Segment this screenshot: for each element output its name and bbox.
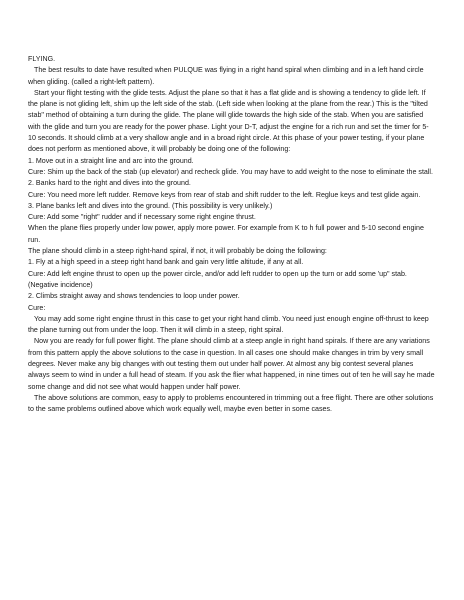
high-power-cure-1: Cure: Add left engine thrust to open up the power circle, and/or add left rudder to open up the turn or add some 'up" stab. (Negative incidence): [28, 269, 407, 289]
low-power-cure-3: Cure: Add some "right" rudder and if necessary some right engine thrust.: [28, 213, 256, 222]
paragraph-full-power: Now you are ready for full power flight. The plane should climb at a steep angle in right hand spirals. If there are any variations from this pattern apply the above solutions to the case in question. In all cases one should make changes in trim by very small degrees. Never make any big changes with out testing them out under half power. At almost any big contest several planes always seem to wind in under a full head of steam. If you ask the flier what happened, in nine times out of ten he will say he made some change and did not see what would happen under half power.: [28, 337, 435, 391]
low-power-problem-1: 1. Move out in a straight line and arc into the ground.: [28, 156, 194, 165]
low-power-problem-3: 3. Plane banks left and dives into the ground. (This possibility is very unlikely.): [28, 201, 273, 210]
high-power-problem-2: 2. Climbs straight away and shows tendencies to loop under power.: [28, 292, 240, 301]
section-heading: FLYING.: [28, 55, 56, 63]
paragraph-glide-tests: Start your flight testing with the glide tests. Adjust the plane so that it has a flat glide and is showing a tendency to glide left. If the plane is not gliding left, shim up the left side of the stab. (Left side when looking at the plane from the rear.) This is the "tilted stab" method of obtaining a turn during the glide. The plane will glide towards the high side of the stab. When you are satisfied with the glide and turn you are ready for the power phase. Light your D-T, adjust the engine for a rich run and set the timer for 5-10 seconds. It should climb at a very shallow angle and in a broad right circle. At this phase of your power testing, if your plane does not perform as mentioned above, it will probably be doing one of the following:: [28, 88, 429, 154]
paragraph-more-power: When the plane flies properly under low power, apply more power. For example from K to h full power and 5-10 second engine run.: [28, 224, 424, 244]
low-power-cure-1: Cure: Shim up the back of the stab (up elevator) and recheck glide. You may have to add weight to the nose to eliminate the stall.: [28, 167, 433, 176]
high-power-problem-1: 1. Fly at a high speed in a steep right hand bank and gain very little altitude, if any at all.: [28, 258, 304, 267]
high-power-cure-2-label: Cure:: [28, 303, 46, 312]
paragraph-steep-spiral: The plane should climb in a steep right-hand spiral, if not, it will probably be doing the following:: [28, 247, 327, 256]
high-power-cure-2-text: You may add some right engine thrust in this case to get your right hand climb. You need just enough engine off-thrust to keep the plane turning out from under the loop. Then it will climb in a steep, right spiral.: [28, 314, 429, 335]
low-power-problem-2: 2. Banks hard to the right and dives into the ground.: [28, 179, 191, 188]
paragraph-conclusion: The above solutions are common, easy to apply to problems encountered in trimming out a free flight. There are other solutions to the same problems outlined above which work equally well, maybe even better in some cases.: [28, 393, 434, 414]
low-power-cure-2: Cure: You need more left rudder. Remove keys from rear of stab and shift rudder to the left. Reglue keys and test glide again.: [28, 190, 421, 199]
document-body: [28, 54, 436, 416]
paragraph-intro: The best results to date have resulted when PULQUE was flying in a right hand spiral when climbing and in a left hand circle when gliding. (called a right-left pattern).: [28, 66, 424, 86]
